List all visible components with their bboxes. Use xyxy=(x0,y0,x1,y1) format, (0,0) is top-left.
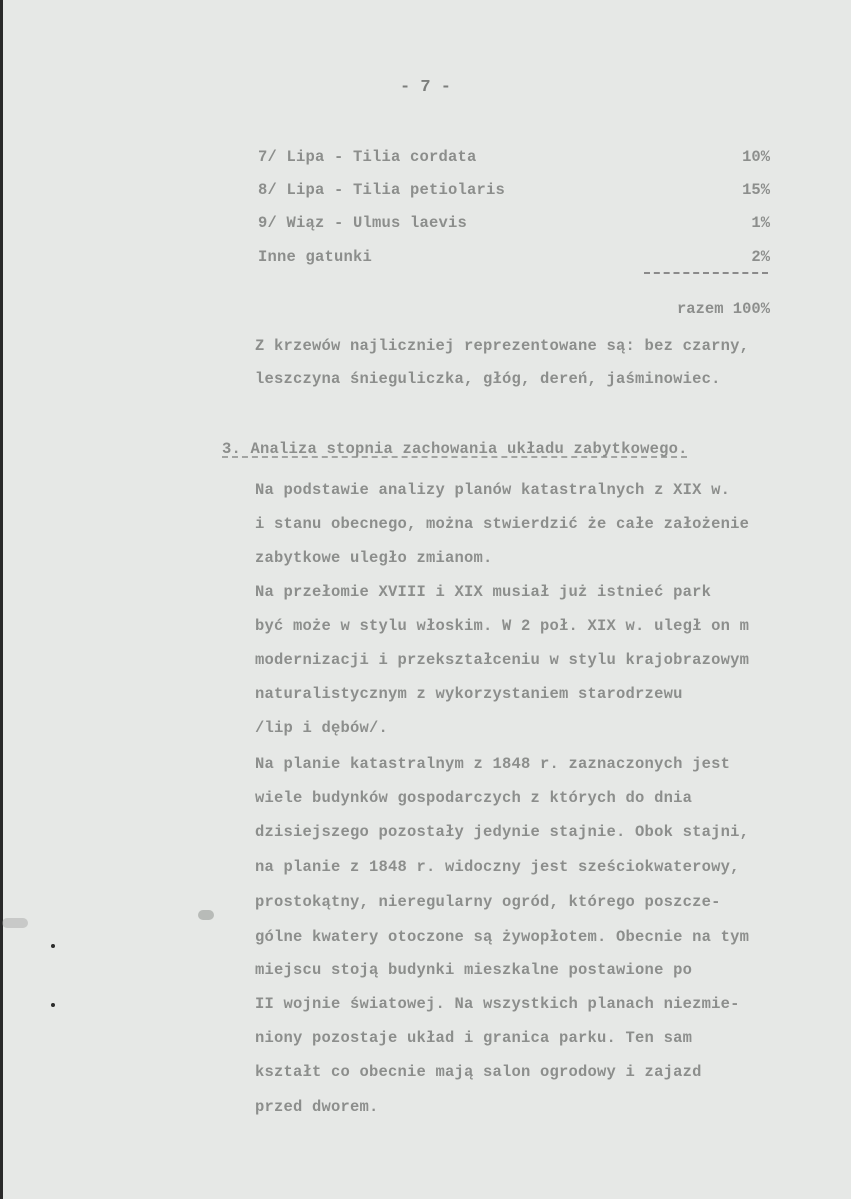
text-line: prostokątny, nieregularny ogród, którego poszcze- xyxy=(255,893,721,911)
text-line: Na przełomie XVIII i XIX musiał już istnieć park xyxy=(255,583,712,601)
text-line: przed dworem. xyxy=(255,1098,379,1116)
text-line: II wojnie światowej. Na wszystkich planach niezmie- xyxy=(255,995,740,1013)
text-line: leszczyna śnieguliczka, głóg, dereń, jaśminowiec. xyxy=(255,370,721,388)
species-row-label: 8/ Lipa - Tilia petiolaris xyxy=(258,181,506,199)
text-line: być może w stylu włoskim. W 2 poł. XIX w. uległ on m xyxy=(255,617,750,635)
section-heading: 3. Analiza stopnia zachowania układu zabytkowego. xyxy=(222,440,688,458)
text-line: na planie z 1848 r. widoczny jest sześciokwaterowy, xyxy=(255,858,740,876)
text-line: Na planie katastralnym z 1848 r. zaznaczonych jest xyxy=(255,755,731,773)
text-line: modernizacji i przekształceniu w stylu krajobrazowym xyxy=(255,651,750,669)
text-line: Z krzewów najliczniej reprezentowane są: bez czarny, xyxy=(255,337,750,355)
text-line: gólne kwatery otoczone są żywopłotem. Obecnie na tym xyxy=(255,928,750,946)
page-number: - 7 - xyxy=(399,78,451,97)
margin-mark xyxy=(51,1003,55,1007)
species-row-label: 7/ Lipa - Tilia cordata xyxy=(258,148,477,166)
sum-rule xyxy=(644,272,768,274)
text-line: i stanu obecnego, można stwierdzić że całe założenie xyxy=(255,515,750,533)
species-row-value: 1% xyxy=(751,214,770,232)
species-row-label: 9/ Wiąz - Ulmus laevis xyxy=(258,214,468,232)
scan-edge xyxy=(0,0,3,1199)
species-row-value: 10% xyxy=(742,148,770,166)
text-line: Na podstawie analizy planów katastralnych z XIX w. xyxy=(255,481,731,499)
species-total: razem 100% xyxy=(676,300,770,318)
ink-smudge xyxy=(2,918,28,928)
text-line: miejscu stoją budynki mieszkalne postawione po xyxy=(255,961,693,979)
ink-smudge xyxy=(198,910,214,920)
text-line: kształt co obecnie mają salon ogrodowy i zajazd xyxy=(255,1063,702,1081)
species-row-value: 15% xyxy=(742,181,770,199)
margin-mark xyxy=(51,944,55,948)
text-line: niony pozostaje układ i granica parku. Ten sam xyxy=(255,1029,693,1047)
text-line: dzisiejszego pozostały jedynie stajnie. Obok stajni, xyxy=(255,823,750,841)
text-line: /lip i dębów/. xyxy=(255,719,389,737)
text-line: zabytkowe uległo zmianom. xyxy=(255,549,493,567)
text-line: wiele budynków gospodarczych z których do dnia xyxy=(255,789,693,807)
species-row-label: Inne gatunki xyxy=(258,248,373,266)
text-line: naturalistycznym z wykorzystaniem starodrzewu xyxy=(255,685,683,703)
species-row-value: 2% xyxy=(751,248,770,266)
